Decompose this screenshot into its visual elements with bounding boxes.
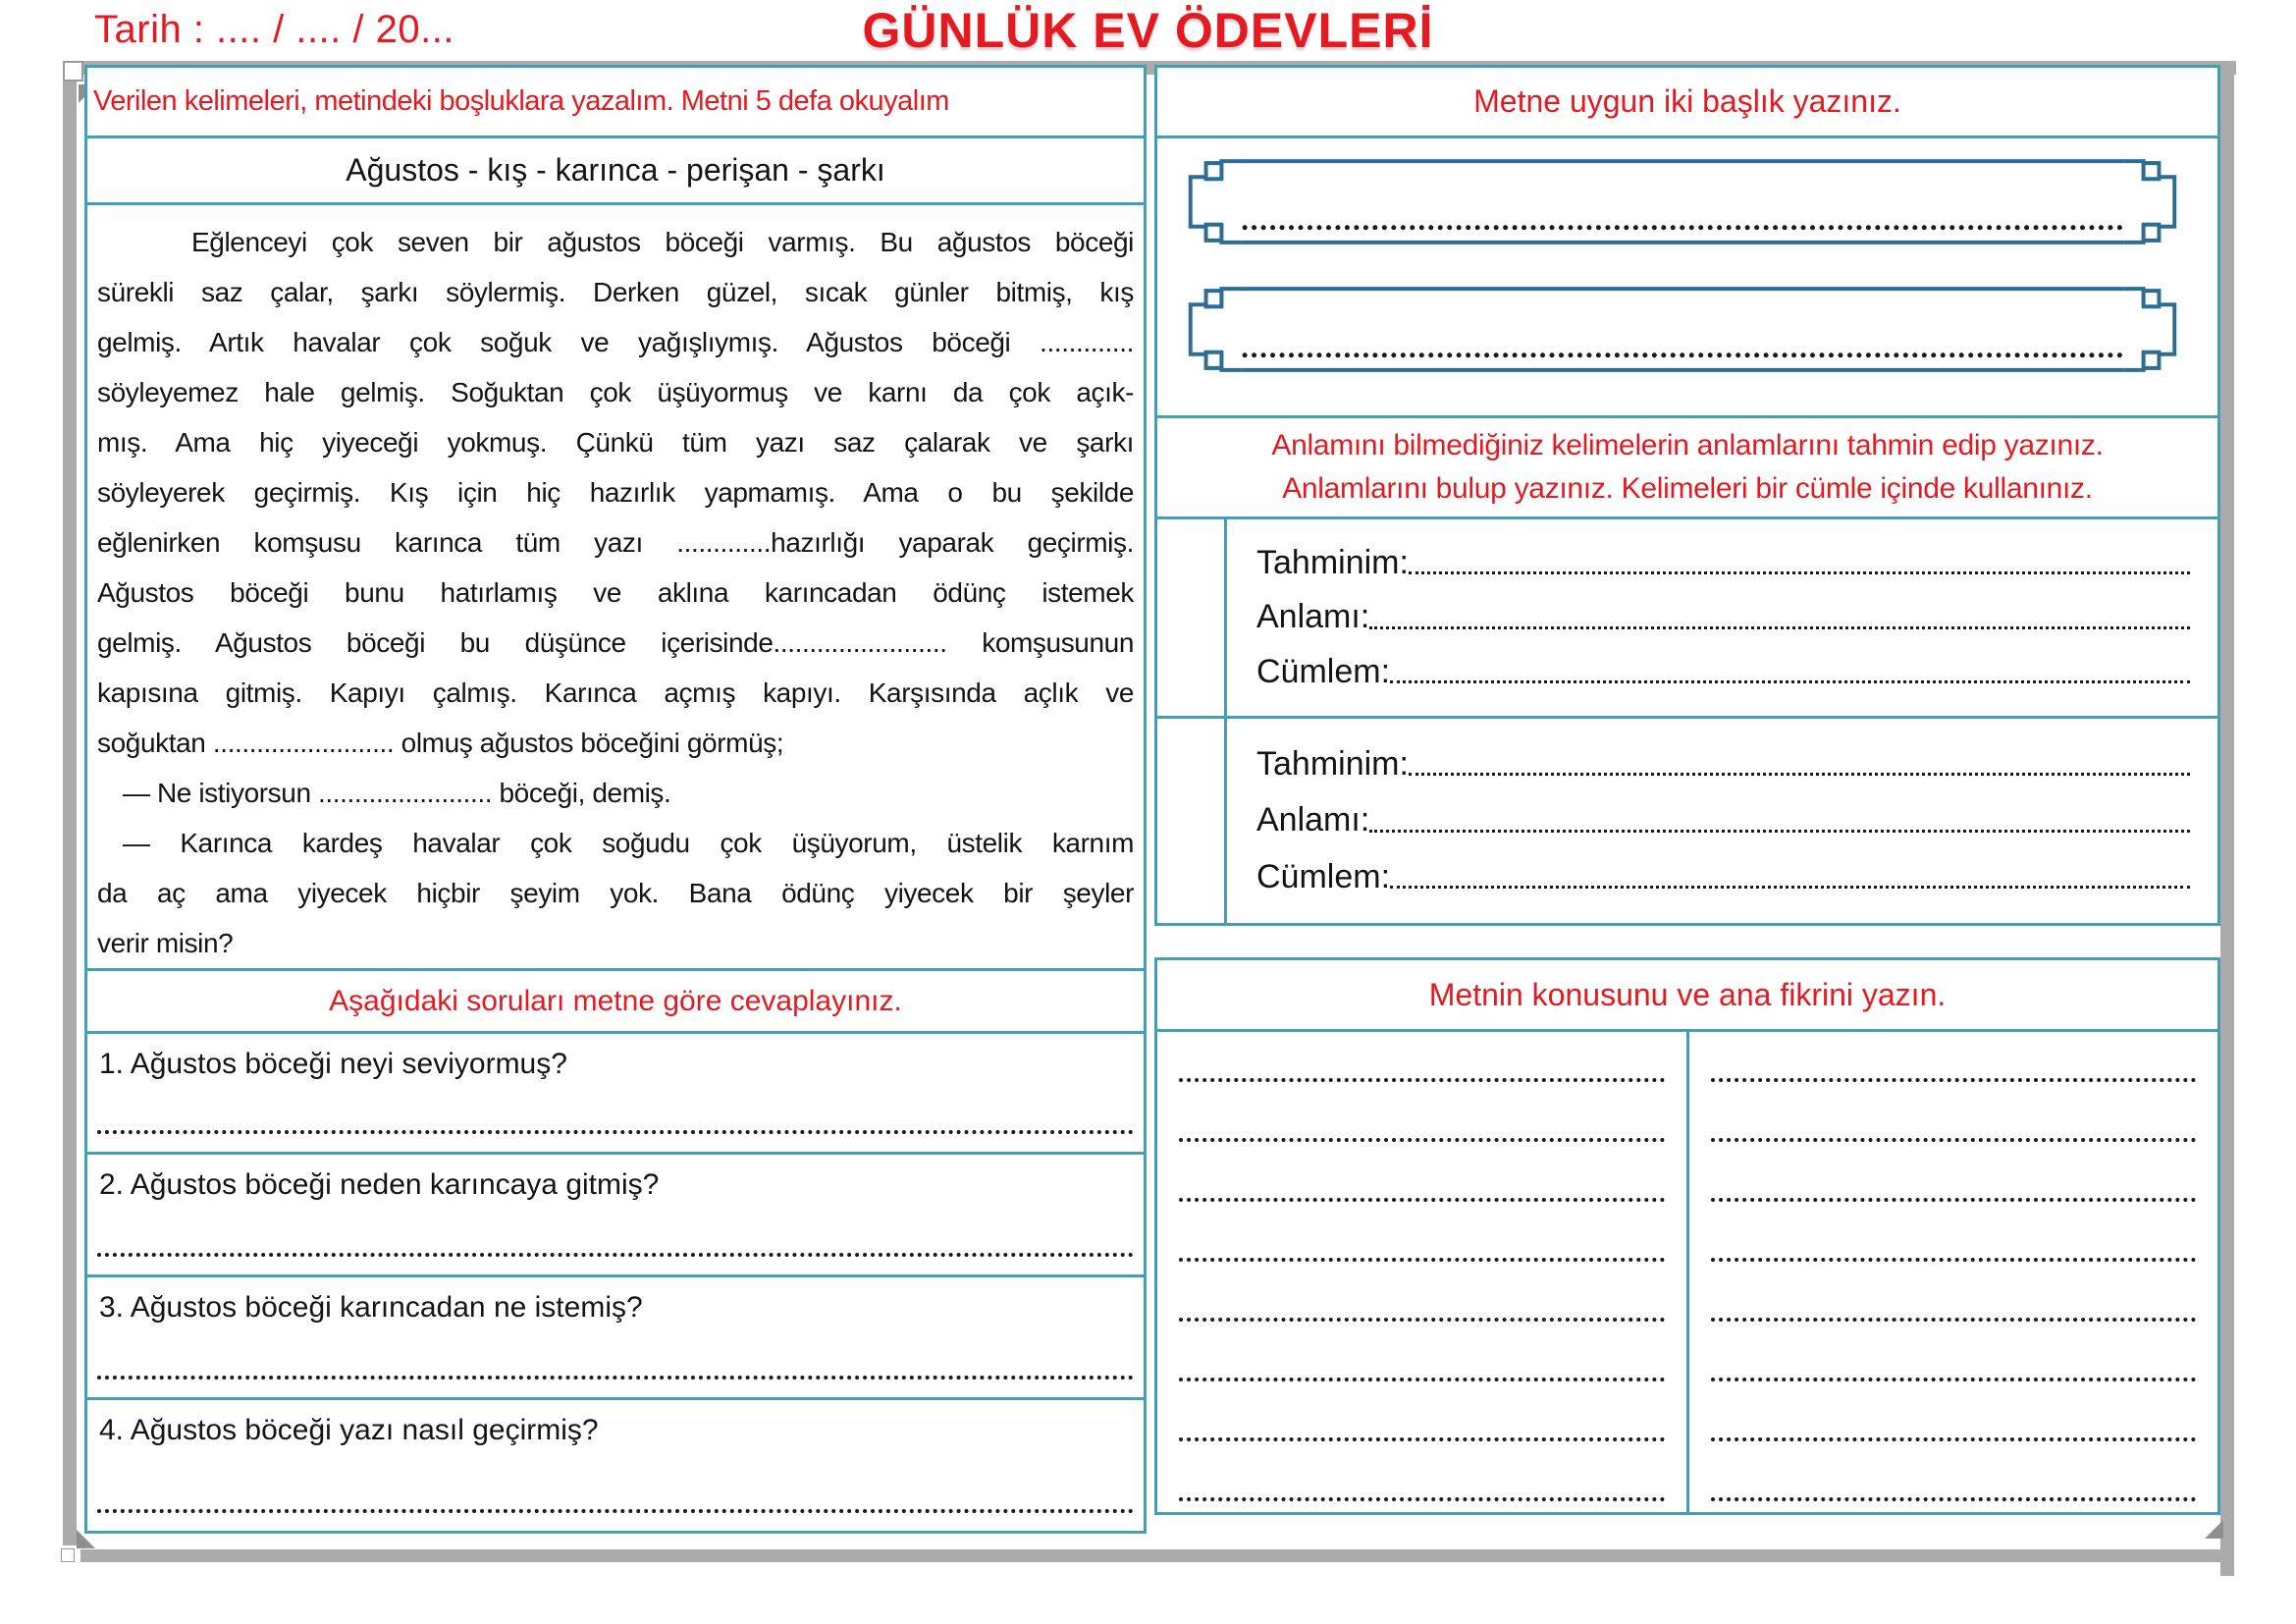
passage-line: kapısına gitmiş. Kapıyı çalmış. Karınca açmış kapıyı. Karşısında açlık ve: [97, 677, 1134, 708]
question-row: [87, 1400, 1144, 1531]
passage-line: Ağustos böceği bunu hatırlamış ve aklına karıncadan ödünç istemek: [97, 577, 1134, 608]
word-meanings-header-line2: Anlamlarını bulup yazınız. Kelimeleri bir cümle içinde kullanınız.: [1282, 472, 2093, 505]
meaning-label: Anlamı:: [1256, 801, 1370, 839]
question-row: [87, 1034, 1144, 1155]
word-bank: Ağustos - kış - karınca - perişan - şarkı: [87, 138, 1144, 205]
answer-line[interactable]: [1711, 1198, 2197, 1202]
passage-line: — Ne istiyorsun ........................ böceği, demiş.: [123, 778, 671, 808]
answer-line[interactable]: [1711, 1138, 2197, 1142]
titles-header: Metne uygun iki başlık yazınız.: [1157, 68, 2217, 138]
fill-in-instruction: Verilen kelimeleri, metindeki boşluklara yazalım. Metni 5 defa okuyalım: [87, 68, 1144, 138]
titles-and-words-table: [1154, 65, 2220, 926]
sentence-field: [1256, 859, 2190, 895]
passage-line: verir misin?: [97, 928, 234, 958]
passage-line: gelmiş. Ağustos böceği bu düşünce içerisinde........................ komşusunun: [97, 627, 1134, 658]
passage-line: — Karınca kardeş havalar çok soğudu çok üşüyorum, üstelik karnım: [123, 828, 1134, 858]
question-text: 1. Ağustos böceği neyi seviyormuş?: [99, 1048, 567, 1080]
answer-line[interactable]: [1711, 1497, 2197, 1501]
table-edge-right: [2220, 61, 2234, 1576]
answer-line[interactable]: [1179, 1497, 1665, 1501]
question-text: 3. Ağustos böceği karıncadan ne istemiş?: [99, 1291, 643, 1324]
passage-line: soğuktan ......................... olmuş ağustos böceğini görmüş;: [97, 728, 784, 758]
questions-header: Aşağıdaki soruları metne göre cevaplayınız.: [87, 971, 1144, 1034]
meaning-field: [1256, 599, 2190, 635]
word-meanings-header: [1157, 418, 2217, 519]
word-block: [1157, 519, 2217, 719]
sentence-label: Cümlem:: [1256, 857, 1391, 895]
page-title: GÜNLÜK EV ÖDEVLERİ: [862, 3, 1434, 58]
answer-line[interactable]: [97, 1376, 1134, 1380]
table-edge-left: [63, 61, 77, 1545]
sentence-field: [1256, 654, 2190, 690]
guess-answer-line[interactable]: [1409, 773, 2190, 776]
sentence-label: Cümlem:: [1256, 652, 1391, 690]
answer-line[interactable]: [1179, 1198, 1665, 1202]
answer-line[interactable]: [1711, 1318, 2197, 1322]
sentence-answer-line[interactable]: [1390, 680, 2190, 683]
passage-line: eğlenirken komşusu karınca tüm yazı .............hazırlığı yaparak geçirmiş.: [97, 527, 1134, 558]
answer-line[interactable]: [1179, 1378, 1665, 1381]
answer-line[interactable]: [1179, 1078, 1665, 1082]
answer-line[interactable]: [1179, 1437, 1665, 1441]
answer-line[interactable]: [97, 1509, 1134, 1513]
sentence-answer-line[interactable]: [1390, 886, 2190, 889]
answer-line[interactable]: [1711, 1078, 2197, 1082]
question-text: 4. Ağustos böceği yazı nasıl geçirmiş?: [99, 1414, 599, 1446]
question-row: [87, 1155, 1144, 1277]
answer-line[interactable]: [1711, 1378, 2197, 1381]
main-idea-column: [1689, 1032, 2218, 1512]
table-move-handle[interactable]: [63, 61, 83, 81]
passage-line: söyleyerek geçirmiş. Kış için hiç hazırlık yapmamış. Ama o bu şekilde: [97, 477, 1134, 508]
meaning-label: Anlamı:: [1256, 598, 1370, 636]
answer-line[interactable]: [97, 1130, 1134, 1134]
passage-line: da aç ama yiyecek hiçbir şeyim yok. Bana ödünç yiyecek bir şeyler: [97, 878, 1134, 908]
reading-table: [84, 65, 1147, 1534]
answer-line[interactable]: [1179, 1318, 1665, 1322]
main-idea-header: Metnin konusunu ve ana fikrini yazın.: [1157, 960, 2217, 1032]
answer-line[interactable]: [1711, 1437, 2197, 1441]
reading-passage: [87, 205, 1144, 971]
word-cell[interactable]: [1157, 519, 1227, 716]
title-frame[interactable]: [1171, 279, 2194, 380]
answer-line[interactable]: [1179, 1258, 1665, 1262]
meaning-answer-line[interactable]: [1369, 626, 2190, 629]
topic-column: [1157, 1032, 1689, 1512]
answer-line[interactable]: [1179, 1138, 1665, 1142]
main-idea-columns: [1157, 1032, 2217, 1512]
answer-line[interactable]: [97, 1253, 1134, 1257]
guess-field: [1256, 746, 2190, 783]
date-field: Tarih : .... / .... / 20...: [94, 8, 454, 51]
passage-line: mış. Ama hiç yiyeceği yokmuş. Çünkü tüm yazı saz çalarak ve şarkı: [97, 427, 1134, 458]
word-cell[interactable]: [1157, 719, 1227, 923]
title-frame[interactable]: [1171, 151, 2194, 252]
word-block: [1157, 719, 2217, 923]
word-block-fields: [1227, 519, 2217, 716]
guess-field: [1256, 545, 2190, 581]
guess-answer-line[interactable]: [1409, 571, 2190, 574]
question-row: [87, 1277, 1144, 1400]
table-handle-square-icon[interactable]: [61, 1548, 75, 1562]
meaning-field: [1256, 802, 2190, 839]
table-edge-bottom: [80, 1549, 2226, 1562]
word-block-fields: [1227, 719, 2217, 923]
title-frames-section: [1157, 138, 2217, 418]
topic-main-idea-table: [1154, 957, 2220, 1515]
guess-label: Tahminim:: [1256, 744, 1409, 783]
passage-line: gelmiş. Artık havalar çok soğuk ve yağışlıymış. Ağustos böceği .............: [97, 327, 1134, 357]
meaning-answer-line[interactable]: [1369, 830, 2190, 833]
passage-line: Eğlenceyi çok seven bir ağustos böceği varmış. Bu ağustos böceği: [191, 227, 1134, 257]
question-text: 2. Ağustos böceği neden karıncaya gitmiş?: [99, 1168, 660, 1201]
word-meanings-header-line1: Anlamını bilmediğiniz kelimelerin anlamlarını tahmin edip yazınız.: [1271, 429, 2104, 461]
answer-line[interactable]: [1711, 1258, 2197, 1262]
passage-line: sürekli saz çalar, şarkı söylermiş. Derken güzel, sıcak günler bitmiş, kış: [97, 277, 1134, 307]
guess-label: Tahminim:: [1256, 543, 1409, 581]
passage-line: söyleyemez hale gelmiş. Soğuktan çok üşüyormuş ve karnı da çok açık-: [97, 377, 1134, 407]
